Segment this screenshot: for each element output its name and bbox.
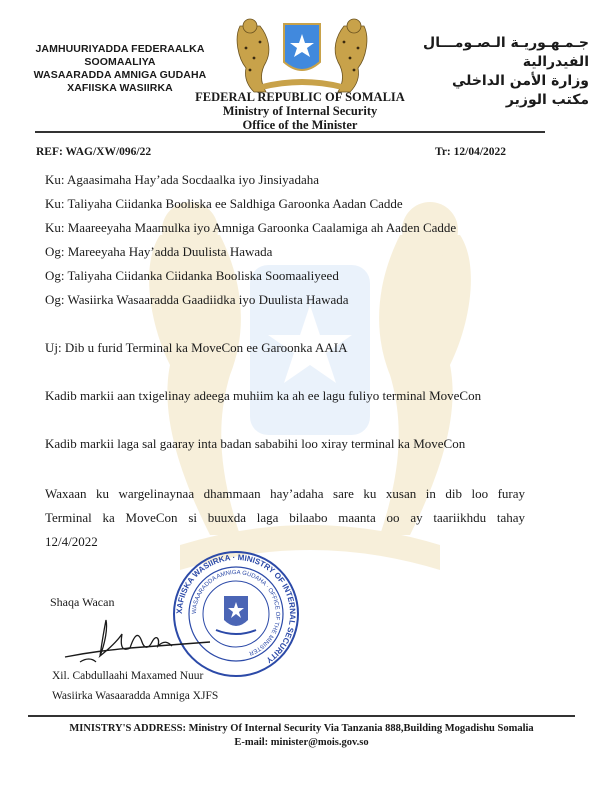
body-paragraph-3-line: Waxaan ku wargelinaynaa dhammaan hay’adaha sare ku xusan in dib loo furay: [45, 486, 525, 501]
closing-text: Shaqa Wacan: [50, 595, 115, 609]
recipient-line: Og: Mareeyaha Hay’adda Duulista Hawada: [45, 244, 273, 259]
body-paragraph-1: Kadib markii aan txigelinay adeega muhiim ka ah ee lagu fuliyo terminal MoveCon: [45, 388, 482, 403]
body-paragraph-3-line: Terminal ka MoveCon si buuxda laga bilaabo maanta oo ay taariikhdu tahay: [45, 510, 525, 525]
recipient-line: Ku: Maareeyaha Maamulka iyo Amniga Garoonka Caalamiga ah Aaden Cadde: [45, 220, 457, 235]
signer-title: Wasiirka Wasaaradda Amniga XJFS: [52, 690, 219, 702]
recipient-line: Og: Wasiirka Wasaaradda Gaadiidka iyo Duulista Hawada: [45, 292, 349, 307]
stamp-outer-text: XAFIISKA WASIIRKA · MINISTRY OF INTERNAL SECURITY: [174, 552, 298, 665]
header-left-block: [20, 43, 220, 95]
handwritten-signature: [60, 612, 220, 672]
header-left-line: XAFIISKA WASIIRKA: [67, 82, 173, 94]
recipient-line: Ku: Agaasimaha Hay’ada Socdaalka iyo Jinsiyadaha: [45, 172, 319, 187]
body-paragraph-3-line: 12/4/2022: [45, 534, 98, 549]
header-divider: [35, 131, 545, 133]
signer-name: Xil. Cabdullaahi Maxamed Nuur: [52, 670, 204, 682]
header-left-line: JAMHUURIYADDA FEDERAALKA: [35, 43, 205, 55]
coat-of-arms-crest: [232, 18, 372, 94]
header-right-line: وزارة الأمن الداخلي: [451, 73, 589, 89]
header-left-line: SOOMAALIYA: [84, 56, 156, 68]
header-right-line: جـمـهـوريـة الـصـومـــال الفيدرالية: [423, 35, 589, 70]
recipient-line: Ku: Taliyaha Ciidanka Booliska ee Saldhiga Garoonka Aadan Cadde: [45, 196, 403, 211]
subject-line: Uj: Dib u furid Terminal ka MoveCon ee Garoonka AAIA: [45, 340, 348, 355]
recipient-line: Og: Taliyaha Ciidanka Ciidanka Booliska Soomaaliyeed: [45, 268, 339, 283]
footer-address: MINISTRY'S ADDRESS: Ministry Of Internal Security Via Tanzania 888,Building Mogadishu Somalia: [69, 723, 534, 734]
header-right-line: مكتب الوزير: [505, 92, 589, 108]
reference-number: REF: WAG/XW/096/22: [36, 146, 152, 158]
office-title: Office of the Minister: [242, 118, 358, 132]
header-left-line: WASAARADDA AMNIGA GUDAHA: [33, 69, 207, 81]
document-date: Tr: 12/04/2022: [435, 146, 507, 158]
header-center-block: [150, 90, 450, 132]
footer-divider: [28, 715, 575, 717]
footer-email: E-mail: minister@mois.gov.so: [234, 737, 369, 748]
body-paragraph-3: [45, 482, 525, 554]
ministry-title: Ministry of Internal Security: [222, 104, 378, 118]
country-title: FEDERAL REPUBLIC OF SOMALIA: [195, 90, 405, 104]
stamp-inner-text: WASAARADDA AMNIGA GUDAHA · OFFICE OF THE MINISTER: [191, 569, 281, 656]
body-paragraph-2: Kadib markii laga sal gaaray inta badan sababihi loo xiray terminal ka MoveCon: [45, 436, 466, 451]
